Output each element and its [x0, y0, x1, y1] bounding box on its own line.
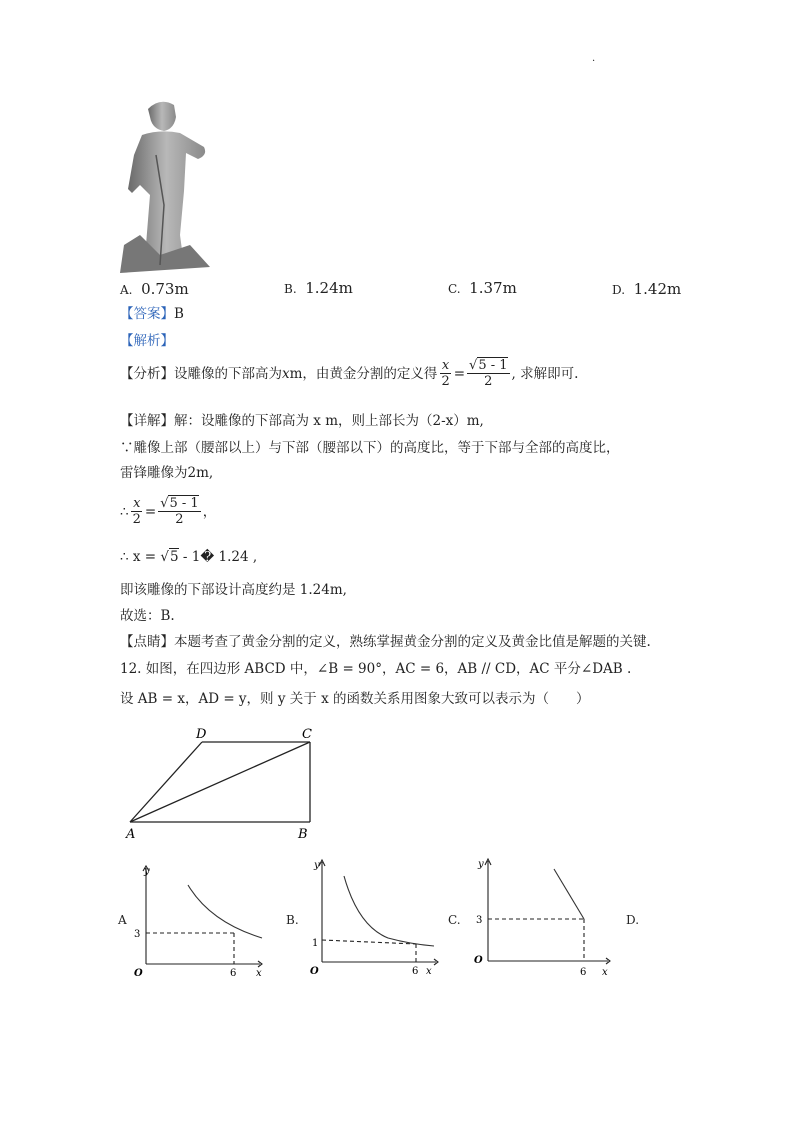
- svg-text:1: 1: [312, 938, 319, 949]
- page-mark: .: [592, 53, 596, 64]
- svg-text:6: 6: [580, 967, 587, 978]
- xiangjie-fraction-right: $\frac{√5 - 1}{2}$: [160, 496, 199, 527]
- option-a: A. 0.73m: [120, 280, 189, 298]
- label-b: B: [298, 827, 308, 842]
- graph-b-option: B.: [286, 913, 299, 927]
- graph-c-option: C.: [448, 913, 461, 927]
- dianjing-line: 【点睛】本题考查了黄金分割的定义，熟练掌握黄金分割的定义及黄金比值是解题的关键.: [120, 634, 651, 650]
- xiangjie-label: 【详解】: [120, 413, 174, 429]
- svg-text:y: y: [314, 860, 320, 871]
- label-d: D: [196, 727, 207, 742]
- dianjing-label: 【点睛】: [120, 634, 174, 650]
- xiangjie-line2: ∵雕像上部（腰部以上）与下部（腰部以下）的高度比，等于下部与全部的高度比，: [120, 440, 620, 456]
- svg-text:O: O: [134, 968, 143, 979]
- diagonal-ac: [130, 742, 310, 822]
- fenxi-fraction-right: $\frac{√5 - 1}{2}$: [469, 358, 508, 389]
- analysis-label: 【解析】: [120, 333, 174, 349]
- answer-line: [120, 305, 184, 323]
- xiangjie-line1: 【详解】解：设雕像的下部高为 x m，则上部长为（2-x）m,: [120, 413, 484, 429]
- option-d: D. 1.42m: [612, 280, 682, 298]
- xiangjie-line6: 即该雕像的下部设计高度约是 1.24m,: [120, 582, 347, 598]
- option-c: C. 1.37m: [448, 279, 517, 297]
- xiangjie-line7: 故选：B.: [120, 608, 175, 624]
- statue-image: [120, 95, 212, 273]
- q12-line1: 12. 如图，在四边形 ABCD 中，∠B = 90°，AC = 6，AB // CD，AC 平分∠DAB .: [120, 661, 632, 677]
- label-a: A: [126, 827, 136, 842]
- svg-text:O: O: [310, 966, 319, 977]
- svg-text:O: O: [474, 955, 483, 966]
- svg-text:6: 6: [230, 968, 237, 979]
- svg-text:3: 3: [476, 915, 483, 926]
- graph-a-option: A: [118, 913, 127, 927]
- fenxi-fraction-left: $\frac{x}{2}$: [441, 358, 450, 389]
- quadrilateral-figure: [120, 722, 330, 844]
- fenxi-label: 【分析】: [120, 365, 174, 382]
- graph-b: [306, 856, 446, 980]
- side-da: [130, 742, 202, 822]
- label-c: C: [302, 727, 312, 742]
- answer-value: B: [174, 306, 184, 322]
- xiangjie-line3: 雷锋雕像为2m,: [120, 465, 214, 481]
- svg-text:6: 6: [412, 966, 419, 977]
- svg-text:x: x: [602, 967, 608, 978]
- graph-d-option: D.: [626, 913, 640, 927]
- svg-text:x: x: [256, 968, 262, 979]
- graph-a: [130, 860, 270, 980]
- fenxi-line: 【分析】 设雕像的下部高为 x m，由黄金分割的定义得 $\frac{x}{2}$ = $\frac{√5 - 1}{2}$ , 求解即可.: [120, 358, 579, 389]
- xiangjie-equation: ∴ $\frac{x}{2}$ = $\frac{√5 - 1}{2}$ ，: [120, 496, 217, 527]
- xiangjie-line5: ∴ x = √5 - 1� 1.24 ,: [120, 549, 258, 565]
- answer-label: 【答案】: [120, 306, 174, 322]
- svg-text:y: y: [144, 866, 150, 877]
- q12-line2: 设 AB = x，AD = y，则 y 关于 x 的函数关系用图象大致可以表示为（ ）: [120, 691, 590, 707]
- svg-text:3: 3: [134, 929, 141, 940]
- svg-text:x: x: [426, 966, 432, 977]
- graph-c: [468, 853, 618, 979]
- svg-text:y: y: [478, 859, 484, 870]
- xiangjie-fraction-left: $\frac{x}{2}$: [132, 496, 141, 527]
- option-b: B. 1.24m: [284, 279, 353, 297]
